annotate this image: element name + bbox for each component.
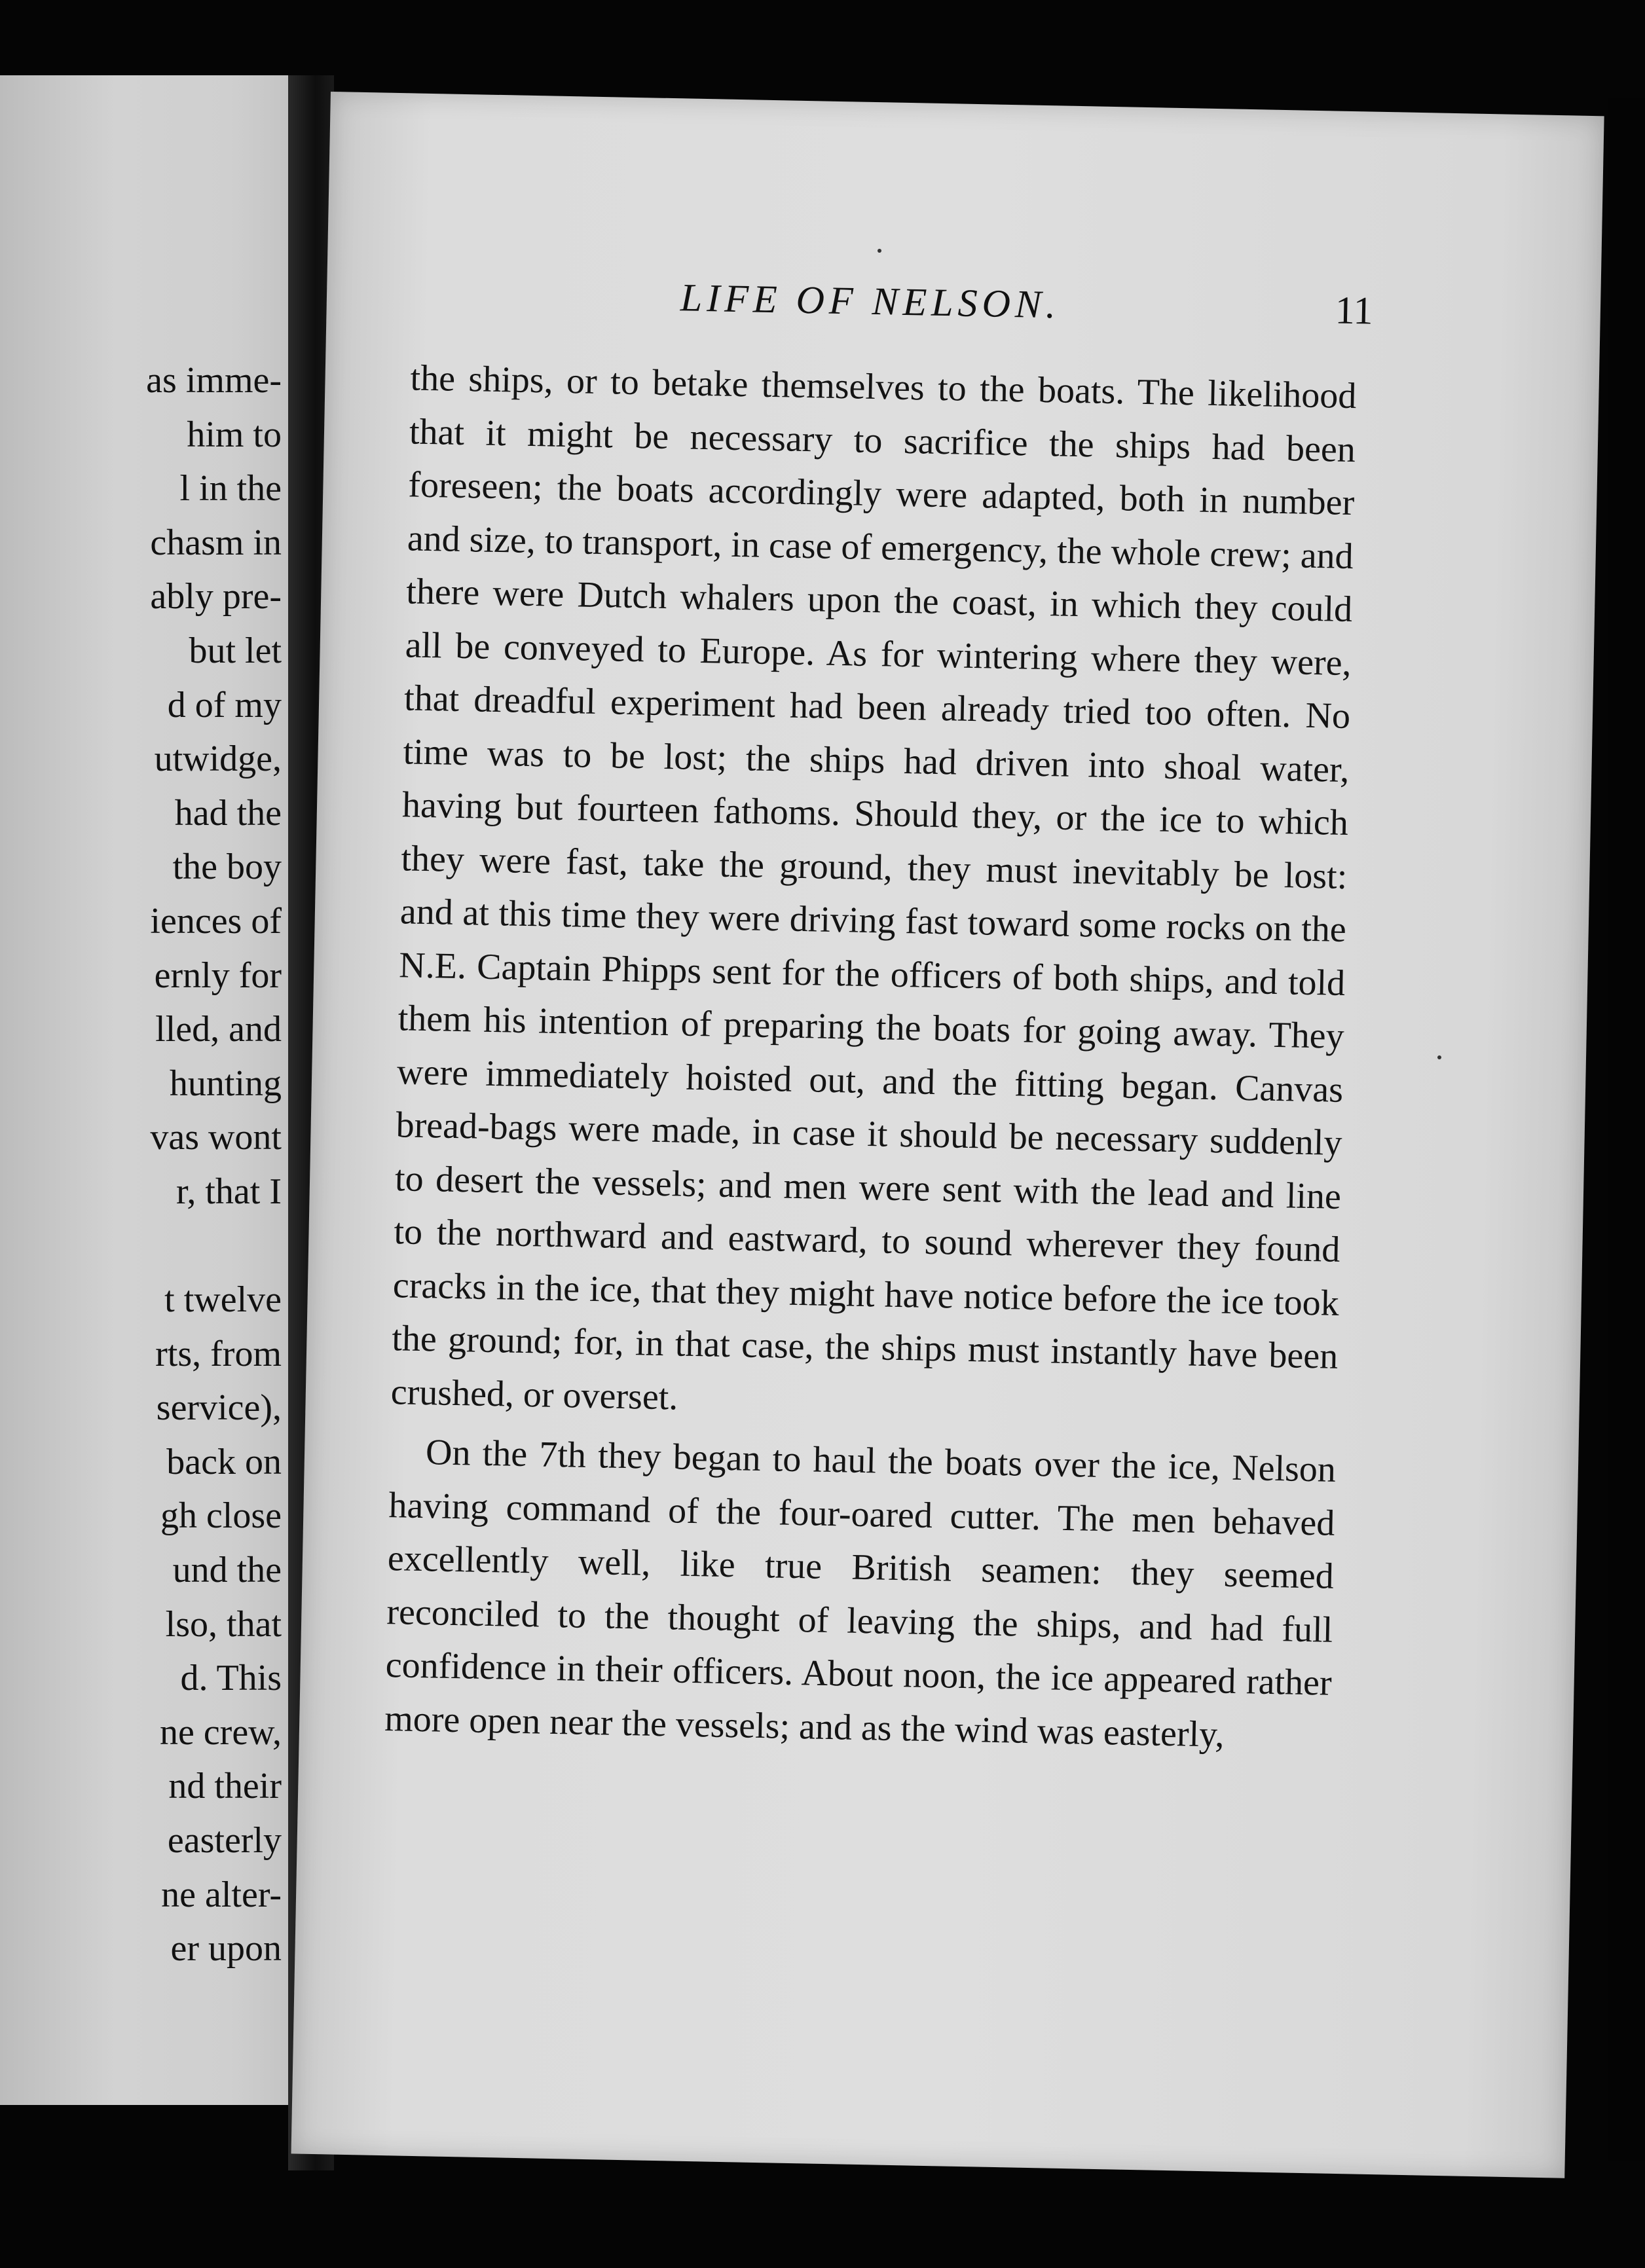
left-line: ernly for (154, 955, 282, 996)
left-line: ne crew, (159, 1711, 282, 1753)
left-line: iences of (150, 900, 282, 942)
left-page (0, 75, 288, 2105)
left-line: as imme- (146, 360, 282, 401)
left-line: er upon (170, 1928, 282, 1969)
left-line: service), (156, 1387, 282, 1429)
left-line: lso, that (165, 1603, 282, 1645)
left-line: ably pre- (150, 576, 282, 617)
left-line: chasm in (150, 522, 282, 563)
print-speck (878, 249, 881, 253)
left-line: hunting (169, 1063, 282, 1104)
left-line: him to (187, 414, 282, 455)
left-page-text (146, 354, 282, 1976)
left-line: utwidge, (154, 739, 282, 780)
left-line: the boy (172, 847, 282, 888)
right-page (291, 92, 1604, 2178)
left-line: d of my (167, 684, 282, 725)
page-edge-shadow (1608, 98, 1645, 2161)
print-speck (1437, 1055, 1441, 1059)
left-line: r, that I (176, 1171, 282, 1212)
left-line: und the (172, 1550, 282, 1591)
left-line (146, 1219, 282, 1273)
left-line: gh close (160, 1495, 282, 1537)
left-line: d. This (180, 1658, 282, 1699)
left-line: rts, from (155, 1333, 282, 1374)
page-header (326, 268, 1600, 345)
left-line: t twelve (164, 1279, 282, 1321)
left-line: had the (174, 792, 282, 833)
left-line: easterly (167, 1820, 282, 1861)
running-title: LIFE OF NELSON. (680, 276, 1061, 327)
left-line: ne alter- (161, 1874, 282, 1915)
paragraph: the ships, or to betake themselves to the boats. The likelihood that it might be necessary to sacrifice the ships had been foreseen; the boats accordingly were adapted, both in number and size, to transport, in case of emergency, the whole crew; and there were Dutch whalers upon the coast, in which they could all be conveyed to Europe. As for wintering where they were, that dreadful experiment had been already tried too often. No time was to be lost; the ships had driven into shoal water, having but fourteen fathoms. Should they, or the ice to which they were fast, take the ground, they must inevitably be lost: and at this time they were driving fast toward some rocks on the N.E. Captain Phipps sent for the officers of both ships, and told them his intention of preparing the boats for going away. They were immediately hoisted out, and the fitting began. Canvas bread-bags were made, in case it should be necessary suddenly to desert the vessels; and men were sent with the lead and line to the northward and eastward, to sound wherever they found cracks in the ice, that they might have notice before the ice took the ground; for, in that case, the ships must instantly have been crushed, or overset. (390, 357, 1357, 1418)
page-body (384, 352, 1358, 1763)
left-line: nd their (168, 1766, 282, 1807)
left-line: vas wont (150, 1117, 282, 1158)
left-line: but let (189, 630, 282, 671)
left-line: back on (166, 1441, 282, 1482)
paragraph: On the 7th they began to haul the boats over the ice, Nelson having command of the four-oared cutter. The men behaved excellently well, like true British seamen: they seemed reconciled to the thought of leaving the ships, and had full confidence in their officers. About noon, the ice appeared rather more open near the vessels; and as the wind was easterly, (384, 1432, 1337, 1755)
left-line: lled, and (155, 1009, 282, 1050)
left-line: l in the (179, 468, 282, 509)
page-number: 11 (1335, 288, 1374, 333)
